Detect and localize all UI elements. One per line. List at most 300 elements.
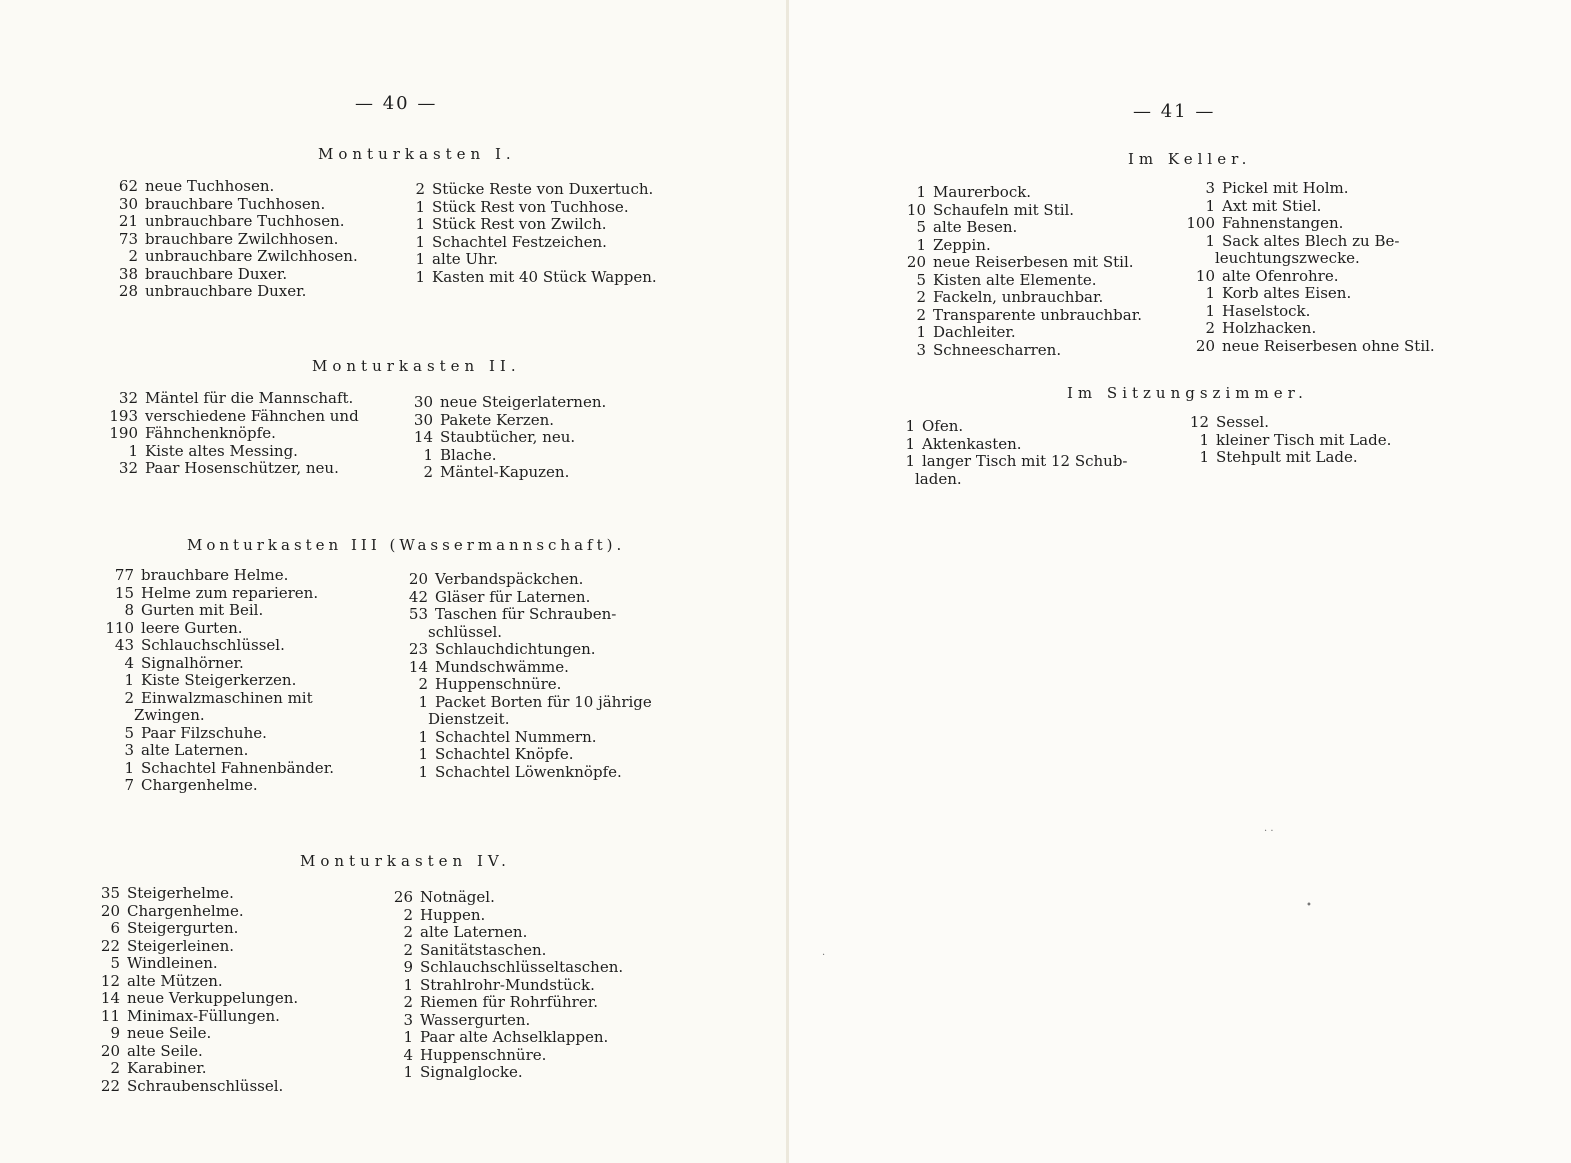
list-item xyxy=(400,676,652,694)
list-item xyxy=(897,184,1142,202)
item-text: Sanitätstaschen. xyxy=(420,940,547,959)
item-text: Dachleiter. xyxy=(933,323,1016,341)
item-text: Mundschwämme. xyxy=(435,657,569,676)
item-quantity: 1 xyxy=(124,758,134,777)
item-quantity: 77 xyxy=(114,566,134,584)
item-quantity: 21 xyxy=(118,212,138,230)
item-quantity: 2 xyxy=(403,905,413,924)
item-text: Huppenschnüre. xyxy=(435,675,562,693)
item-text: Windleinen. xyxy=(127,954,218,972)
section-title: Monturkasten II. xyxy=(312,357,521,375)
item-quantity: 2 xyxy=(403,940,413,959)
list-item xyxy=(98,777,334,795)
list-item xyxy=(388,942,623,960)
item-text: alte Uhr. xyxy=(432,250,499,268)
item-text: Stücke Reste von Duxertuch. xyxy=(432,180,654,198)
list-item xyxy=(1181,250,1435,268)
item-text: neue Verkuppelungen. xyxy=(127,989,299,1007)
item-quantity: 9 xyxy=(403,958,413,976)
paper-speck: · · xyxy=(1264,826,1274,837)
item-quantity: 30 xyxy=(413,410,433,429)
item-text: Schachtel Löwenknöpfe. xyxy=(435,762,622,781)
item-quantity: 20 xyxy=(100,901,120,920)
item-text: Zwingen. xyxy=(134,706,205,724)
item-quantity: 1 xyxy=(415,215,425,233)
item-quantity: 20 xyxy=(1195,336,1215,355)
list-item xyxy=(388,907,623,925)
list-item xyxy=(897,289,1142,307)
list-item xyxy=(98,725,334,743)
item-text: Chargenhelme. xyxy=(127,901,244,920)
item-quantity: 30 xyxy=(118,194,138,213)
item-text: Fahnenstangen. xyxy=(1222,214,1344,232)
item-text: Kiste altes Messing. xyxy=(145,441,298,460)
list-item xyxy=(405,199,657,217)
list-item xyxy=(98,602,334,620)
item-quantity: 1 xyxy=(1199,430,1209,449)
item-text: Taschen für Schrauben- xyxy=(435,605,617,623)
item-quantity: 1 xyxy=(1205,284,1215,302)
item-text: alte Laternen. xyxy=(141,741,249,759)
item-quantity: 9 xyxy=(110,1024,120,1042)
item-text: langer Tisch mit 12 Schub- xyxy=(922,452,1128,470)
list-item xyxy=(400,746,652,764)
item-text: Stück Rest von Tuchhose. xyxy=(432,197,629,216)
item-text: Verbandspäckchen. xyxy=(435,570,584,588)
list-item xyxy=(92,1043,298,1061)
item-text: Kiste Steigerkerzen. xyxy=(141,671,297,689)
item-text: Strahlrohr-Mundstück. xyxy=(420,975,595,994)
item-quantity: 1 xyxy=(1199,448,1209,466)
item-quantity: 4 xyxy=(124,653,134,672)
list-item xyxy=(901,453,1128,471)
item-quantity: 1 xyxy=(415,267,425,286)
list-item xyxy=(400,659,652,677)
list-item xyxy=(1179,449,1391,467)
item-text: Riemen für Rohrführer. xyxy=(420,993,599,1011)
item-text: Sack altes Blech zu Be- xyxy=(1222,231,1400,250)
list-item xyxy=(897,324,1142,342)
section-title: Im Keller. xyxy=(1128,150,1252,168)
list-item xyxy=(405,464,606,482)
list-item xyxy=(388,924,623,942)
list-item xyxy=(405,429,606,447)
item-quantity: 1 xyxy=(403,1063,413,1081)
item-text: Schlauchschlüsseltaschen. xyxy=(420,958,624,976)
item-quantity: 2 xyxy=(110,1059,120,1077)
item-quantity: 38 xyxy=(118,264,138,283)
list-item xyxy=(92,1060,298,1078)
list-item xyxy=(105,283,358,301)
item-text: laden. xyxy=(915,469,962,488)
list-item xyxy=(400,624,652,642)
list-item xyxy=(901,418,1128,436)
item-quantity: 1 xyxy=(415,197,425,216)
item-quantity: 1 xyxy=(418,762,428,781)
list-item xyxy=(105,196,358,214)
item-quantity: 100 xyxy=(1186,214,1215,232)
list-item xyxy=(388,977,623,995)
item-text: Zeppin. xyxy=(933,235,991,254)
list-item xyxy=(405,234,657,252)
list-item xyxy=(388,889,623,907)
item-quantity: 1 xyxy=(403,975,413,994)
item-quantity: 30 xyxy=(413,393,433,411)
item-quantity: 23 xyxy=(408,640,428,658)
list-item xyxy=(98,690,334,708)
item-quantity: 1 xyxy=(418,692,428,711)
list-item xyxy=(105,248,358,266)
item-list xyxy=(901,418,1128,488)
item-quantity: 10 xyxy=(906,200,926,219)
item-text: Packet Borten für 10 jährige xyxy=(435,692,652,711)
list-item xyxy=(400,711,652,729)
list-item xyxy=(1181,285,1435,303)
list-item xyxy=(1181,233,1435,251)
item-text: unbrauchbare Tuchhosen. xyxy=(145,212,345,230)
item-text: Karabiner. xyxy=(127,1059,207,1077)
item-text: alte Ofenrohre. xyxy=(1222,266,1339,285)
list-item xyxy=(98,760,334,778)
item-text: alte Besen. xyxy=(933,218,1018,236)
item-quantity: 1 xyxy=(905,452,915,470)
list-item xyxy=(92,955,298,973)
item-text: unbrauchbare Duxer. xyxy=(145,282,307,300)
item-quantity: 2 xyxy=(124,688,134,707)
item-text: Steigerhelme. xyxy=(127,884,234,902)
item-quantity: 3 xyxy=(1205,179,1215,197)
item-text: Schachtel Fahnenbänder. xyxy=(141,758,334,777)
item-quantity: 1 xyxy=(1205,301,1215,320)
item-text: Schneescharren. xyxy=(933,340,1062,359)
list-item xyxy=(388,994,623,1012)
list-item xyxy=(897,219,1142,237)
list-item xyxy=(400,764,652,782)
item-quantity: 2 xyxy=(128,247,138,265)
item-quantity: 1 xyxy=(905,417,915,435)
list-item xyxy=(1181,303,1435,321)
item-text: leere Gurten. xyxy=(141,618,243,637)
list-item xyxy=(98,655,334,673)
section-title: Monturkasten IV. xyxy=(300,852,511,870)
item-text: Notnägel. xyxy=(420,888,495,906)
item-text: unbrauchbare Zwilchhosen. xyxy=(145,247,358,265)
list-item xyxy=(897,307,1142,325)
item-quantity: 11 xyxy=(100,1006,120,1025)
item-text: Stehpult mit Lade. xyxy=(1216,448,1358,466)
item-text: neue Seile. xyxy=(127,1024,212,1042)
item-list xyxy=(400,571,652,781)
list-item xyxy=(1181,198,1435,216)
item-text: Pakete Kerzen. xyxy=(440,410,555,429)
page-number: — 40 — xyxy=(355,93,438,114)
list-item xyxy=(897,342,1142,360)
list-item xyxy=(400,694,652,712)
item-text: Haselstock. xyxy=(1222,301,1311,320)
item-list xyxy=(405,394,606,482)
item-quantity: 4 xyxy=(403,1045,413,1064)
item-text: brauchbare Helme. xyxy=(141,566,289,584)
item-text: Helme zum reparieren. xyxy=(141,583,319,602)
item-text: Fähnchenknöpfe. xyxy=(145,424,276,442)
item-list xyxy=(1181,180,1435,355)
item-text: Steigerleinen. xyxy=(127,936,235,955)
list-item xyxy=(105,408,359,426)
item-quantity: 193 xyxy=(109,406,138,425)
list-item xyxy=(92,990,298,1008)
item-list xyxy=(388,889,623,1082)
item-text: Paar alte Achselklappen. xyxy=(420,1028,609,1046)
item-quantity: 8 xyxy=(124,601,134,619)
list-item xyxy=(105,443,359,461)
item-text: Transparente unbrauchbar. xyxy=(933,305,1142,324)
item-text: Minimax-Füllungen. xyxy=(127,1006,280,1025)
item-quantity: 6 xyxy=(110,919,120,937)
list-item xyxy=(1181,215,1435,233)
list-item xyxy=(388,1064,623,1082)
right-page xyxy=(789,0,1571,1163)
list-item xyxy=(92,903,298,921)
item-quantity: 1 xyxy=(403,1028,413,1046)
item-quantity: 42 xyxy=(408,587,428,606)
list-item xyxy=(388,959,623,977)
item-quantity: 15 xyxy=(114,583,134,602)
item-quantity: 43 xyxy=(114,636,134,654)
list-item xyxy=(388,1012,623,1030)
list-item xyxy=(897,272,1142,290)
item-quantity: 5 xyxy=(916,218,926,236)
item-quantity: 1 xyxy=(124,671,134,689)
list-item xyxy=(1181,338,1435,356)
item-quantity: 1 xyxy=(916,323,926,341)
item-text: neue Reiserbesen ohne Stil. xyxy=(1222,336,1435,355)
list-item xyxy=(897,254,1142,272)
list-item xyxy=(98,620,334,638)
list-item xyxy=(405,447,606,465)
item-quantity: 20 xyxy=(408,570,428,588)
item-text: Gläser für Laternen. xyxy=(435,587,591,606)
section-title: Monturkasten I. xyxy=(318,145,516,163)
item-quantity: 14 xyxy=(408,657,428,676)
item-text: Kisten alte Elemente. xyxy=(933,270,1097,289)
item-list xyxy=(1179,414,1391,467)
item-quantity: 20 xyxy=(906,253,926,271)
item-text: Dienstzeit. xyxy=(428,710,510,728)
item-quantity: 73 xyxy=(118,229,138,248)
item-text: Schlauchdichtungen. xyxy=(435,640,596,658)
paper-speck: • xyxy=(1306,900,1312,911)
page-number: — 41 — xyxy=(1133,101,1216,122)
item-list xyxy=(105,178,358,301)
item-list xyxy=(405,181,657,286)
item-quantity: 7 xyxy=(124,776,134,794)
item-text: Chargenhelme. xyxy=(141,776,258,794)
item-text: Signalglocke. xyxy=(420,1063,523,1081)
item-quantity: 5 xyxy=(916,270,926,289)
item-text: kleiner Tisch mit Lade. xyxy=(1216,430,1392,449)
list-item xyxy=(92,920,298,938)
item-text: Schlauchschlüssel. xyxy=(141,636,285,654)
item-list xyxy=(98,567,334,795)
item-quantity: 5 xyxy=(110,954,120,972)
list-item xyxy=(92,1025,298,1043)
list-item xyxy=(98,585,334,603)
list-item xyxy=(105,213,358,231)
item-text: leuchtungszwecke. xyxy=(1215,249,1360,267)
item-text: Kasten mit 40 Stück Wappen. xyxy=(432,267,657,286)
item-quantity: 20 xyxy=(100,1041,120,1060)
item-quantity: 1 xyxy=(418,727,428,746)
list-item xyxy=(105,231,358,249)
item-quantity: 110 xyxy=(105,618,134,637)
list-item xyxy=(92,885,298,903)
item-quantity: 1 xyxy=(1205,231,1215,250)
item-quantity: 1 xyxy=(415,250,425,268)
list-item xyxy=(92,1008,298,1026)
item-text: schlüssel. xyxy=(428,622,503,641)
item-text: alte Seile. xyxy=(127,1041,203,1060)
item-text: Sessel. xyxy=(1216,413,1269,431)
item-quantity: 2 xyxy=(423,463,433,481)
item-quantity: 12 xyxy=(100,971,120,990)
list-item xyxy=(105,460,359,478)
item-text: alte Mützen. xyxy=(127,971,223,990)
item-quantity: 3 xyxy=(916,340,926,359)
item-text: Schachtel Nummern. xyxy=(435,727,597,746)
item-text: verschiedene Fähnchen und xyxy=(145,406,359,425)
list-item xyxy=(405,216,657,234)
item-quantity: 14 xyxy=(100,989,120,1007)
item-quantity: 2 xyxy=(403,993,413,1011)
list-item xyxy=(105,178,358,196)
item-quantity: 2 xyxy=(418,675,428,693)
list-item xyxy=(92,1078,298,1096)
item-text: Steigergurten. xyxy=(127,919,239,937)
item-text: Holzhacken. xyxy=(1222,319,1317,337)
item-quantity: 32 xyxy=(118,459,138,477)
list-item xyxy=(92,938,298,956)
item-text: Schraubenschlüssel. xyxy=(127,1076,284,1095)
section-title: Monturkasten III (Wassermannschaft). xyxy=(187,536,626,554)
item-quantity: 62 xyxy=(118,177,138,195)
item-quantity: 3 xyxy=(124,741,134,759)
item-text: brauchbare Zwilchhosen. xyxy=(145,229,339,248)
list-item xyxy=(400,606,652,624)
list-item xyxy=(897,202,1142,220)
list-item xyxy=(901,471,1128,489)
item-quantity: 1 xyxy=(916,235,926,254)
list-item xyxy=(405,394,606,412)
list-item xyxy=(105,266,358,284)
item-quantity: 14 xyxy=(413,428,433,446)
item-quantity: 1 xyxy=(905,434,915,453)
item-quantity: 22 xyxy=(100,936,120,955)
item-quantity: 1 xyxy=(415,232,425,251)
list-item xyxy=(1179,414,1391,432)
item-text: Wassergurten. xyxy=(420,1010,531,1029)
list-item xyxy=(98,567,334,585)
list-item xyxy=(98,707,334,725)
item-quantity: 2 xyxy=(403,923,413,941)
item-text: Mäntel-Kapuzen. xyxy=(440,463,570,481)
item-text: Gurten mit Beil. xyxy=(141,601,264,619)
item-text: Einwalzmaschinen mit xyxy=(141,688,313,707)
item-text: Pickel mit Holm. xyxy=(1222,179,1349,197)
item-quantity: 2 xyxy=(916,288,926,306)
item-text: alte Laternen. xyxy=(420,923,528,941)
item-text: Fackeln, unbrauchbar. xyxy=(933,288,1104,306)
item-text: neue Tuchhosen. xyxy=(145,177,275,195)
item-text: brauchbare Duxer. xyxy=(145,264,288,283)
item-text: Stück Rest von Zwilch. xyxy=(432,215,607,233)
item-quantity: 1 xyxy=(128,441,138,460)
item-list xyxy=(105,390,359,478)
list-item xyxy=(1181,320,1435,338)
list-item xyxy=(400,641,652,659)
item-text: Schachtel Knöpfe. xyxy=(435,745,574,763)
item-quantity: 5 xyxy=(124,723,134,742)
item-quantity: 2 xyxy=(415,180,425,198)
item-quantity: 1 xyxy=(1205,196,1215,215)
item-text: brauchbare Tuchhosen. xyxy=(145,194,326,213)
item-quantity: 2 xyxy=(916,305,926,324)
list-item xyxy=(388,1047,623,1065)
item-text: Maurerbock. xyxy=(933,183,1032,201)
list-item xyxy=(897,237,1142,255)
list-item xyxy=(1181,268,1435,286)
list-item xyxy=(98,742,334,760)
item-quantity: 28 xyxy=(118,282,138,300)
item-text: Blache. xyxy=(440,445,497,464)
item-quantity: 10 xyxy=(1195,266,1215,285)
list-item xyxy=(105,390,359,408)
item-quantity: 1 xyxy=(423,445,433,464)
item-quantity: 53 xyxy=(408,605,428,623)
item-list xyxy=(897,184,1142,359)
list-item xyxy=(400,571,652,589)
list-item xyxy=(400,589,652,607)
item-quantity: 26 xyxy=(393,888,413,906)
item-text: Schachtel Festzeichen. xyxy=(432,232,607,251)
item-quantity: 1 xyxy=(916,183,926,201)
item-quantity: 12 xyxy=(1189,413,1209,431)
list-item xyxy=(98,672,334,690)
list-item xyxy=(98,637,334,655)
list-item xyxy=(405,251,657,269)
list-item xyxy=(1181,180,1435,198)
list-item xyxy=(92,973,298,991)
item-quantity: 190 xyxy=(109,424,138,442)
item-text: Paar Hosenschützer, neu. xyxy=(145,459,339,477)
list-item xyxy=(105,425,359,443)
item-text: Aktenkasten. xyxy=(922,434,1022,453)
item-quantity: 32 xyxy=(118,389,138,407)
item-text: Huppen. xyxy=(420,905,486,924)
item-quantity: 2 xyxy=(1205,319,1215,337)
item-text: Korb altes Eisen. xyxy=(1222,284,1352,302)
item-text: neue Steigerlaternen. xyxy=(440,393,607,411)
item-text: Paar Filzschuhe. xyxy=(141,723,267,742)
item-quantity: 22 xyxy=(100,1076,120,1095)
item-text: neue Reiserbesen mit Stil. xyxy=(933,253,1134,271)
item-quantity: 35 xyxy=(100,884,120,902)
item-list xyxy=(92,885,298,1095)
list-item xyxy=(388,1029,623,1047)
item-text: Schaufeln mit Stil. xyxy=(933,200,1075,219)
list-item xyxy=(405,181,657,199)
item-quantity: 1 xyxy=(418,745,428,763)
list-item xyxy=(901,436,1128,454)
